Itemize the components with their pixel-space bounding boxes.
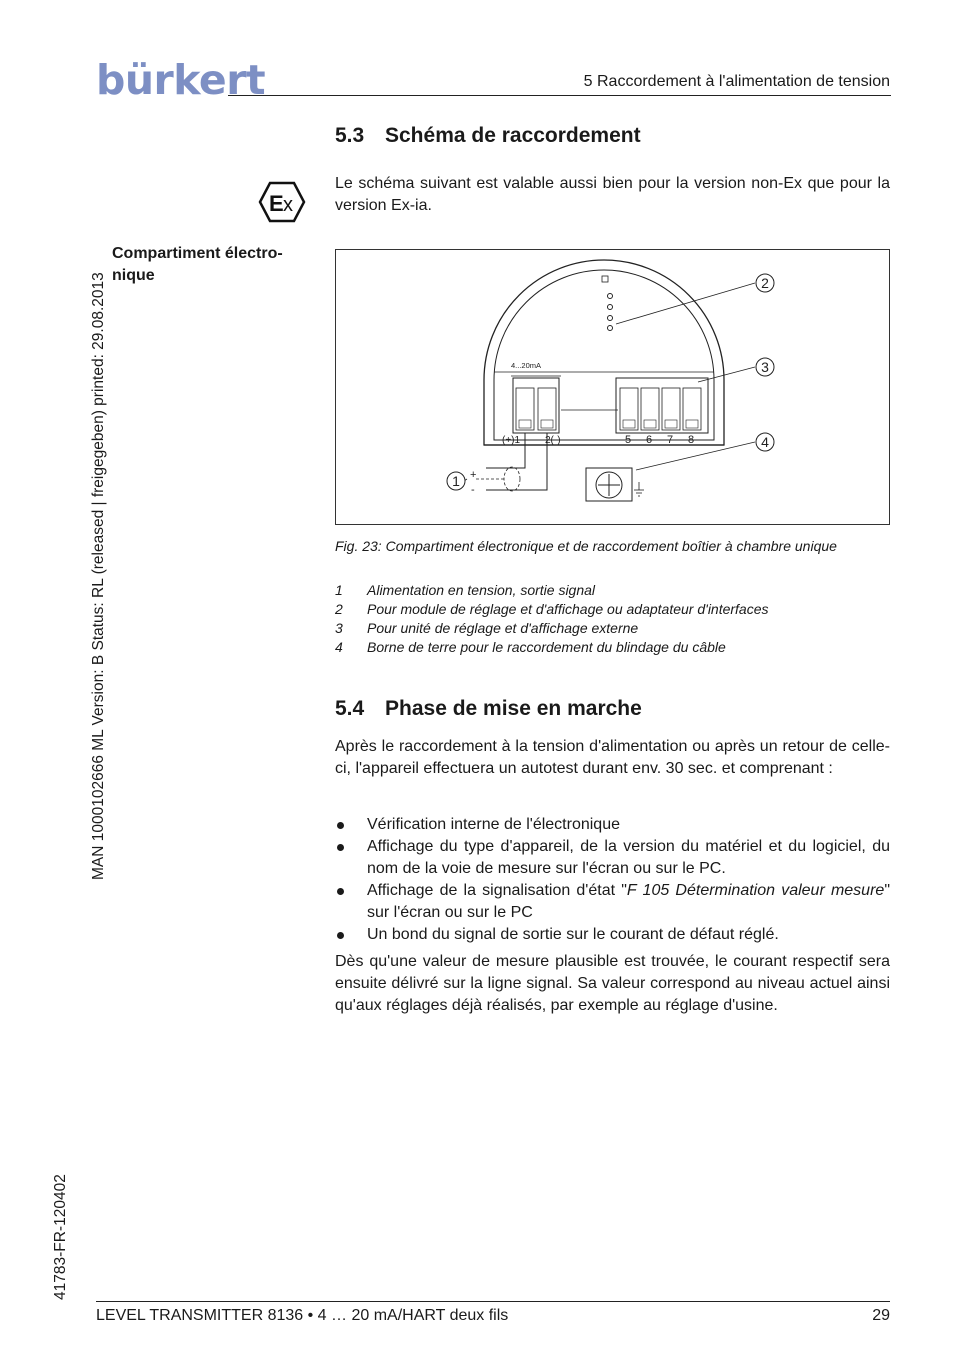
minus-sign: -: [471, 484, 475, 496]
wiring-diagram-frame: [335, 249, 890, 525]
interface-connector: [608, 294, 613, 331]
legend-item: 1 Alimentation en tension, sortie signal: [335, 582, 596, 598]
running-header: 5 Raccordement à l'alimentation de tension: [583, 73, 890, 90]
list-item: Affichage de la signalisation d'état "F 105 Détermination valeur mesure" sur l'écran ou sur le PC: [335, 880, 890, 924]
terminal-label-5: 5: [625, 434, 632, 446]
section-title: Schéma de raccordement: [385, 124, 641, 147]
page-number: 29: [872, 1307, 890, 1324]
bullet-list: [335, 814, 890, 946]
section-5-4-outro: Dès qu'une valeur de mesure plausible est trouvée, le courant respectif sera ensuite délivré sur la ligne signal. Sa valeur correspond au niveau actuel ainsi qu'aux réglages déjà réalisés, par exemple au réglage d'usine.: [335, 953, 890, 1014]
doc-code-vertical: 41783-FR-120402: [52, 1174, 69, 1300]
callout-2: [756, 274, 774, 292]
section-number: 5.4: [335, 697, 365, 720]
burkert-logo: bürkert: [96, 56, 266, 104]
footer-rule: [96, 1301, 890, 1302]
terminal-label-neg: 2(-): [545, 435, 561, 446]
list-item: Affichage du type d'appareil, de la version du matériel et du logiciel, du nom de la voie de mesure sur l'écran ou sur le PC.: [335, 836, 890, 880]
terminal-block-left: [513, 378, 559, 433]
footer-title: LEVEL TRANSMITTER 8136 • 4 … 20 mA/HART deux fils: [96, 1307, 509, 1324]
list-item: Un bond du signal de sortie sur le courant de défaut réglé.: [335, 924, 890, 946]
callout-4: [756, 433, 774, 451]
svg-text:3: 3: [761, 359, 769, 375]
svg-text:E: E: [269, 191, 284, 216]
doc-status-vertical: MAN 1000102666 ML Version: B Status: RL (released | freigegeben) printed: 29.08.2013: [90, 272, 107, 880]
legend-item: 2 Pour module de réglage et d'affichage ou adaptateur d'interfaces: [335, 601, 769, 617]
plus-sign: +: [470, 469, 477, 481]
section-title: Phase de mise en marche: [385, 697, 642, 720]
figure-legend: [335, 581, 890, 657]
section-5-3-heading: [335, 124, 641, 148]
terminal-block-right: [616, 378, 708, 433]
terminal-label-7: 7: [667, 434, 674, 446]
legend-item: 3 Pour unité de réglage et d'affichage externe: [335, 620, 639, 636]
terminal-label-6: 6: [646, 434, 653, 446]
list-item: Vérification interne de l'électronique: [335, 814, 890, 836]
svg-text:1: 1: [452, 473, 460, 489]
callout-3: [756, 358, 774, 376]
section-5-3-intro: Le schéma suivant est valable aussi bien pour la version non-Ex que pour la version Ex-ia.: [335, 175, 890, 214]
section-number: 5.3: [335, 124, 365, 147]
terminal-label-pos: (+)1: [502, 435, 521, 446]
svg-text:x: x: [283, 194, 293, 216]
callout-1: [447, 472, 465, 490]
current-label: 4...20mA: [511, 361, 542, 370]
section-5-4-heading: [335, 697, 642, 721]
ground-terminal: [586, 468, 644, 501]
figure-caption: Fig. 23: Compartiment électronique et de raccordement boîtier à chambre unique: [335, 538, 837, 554]
wiring-diagram: [336, 250, 889, 524]
legend-item: 4 Borne de terre pour le raccordement du blindage du câble: [335, 639, 726, 655]
side-note: Compartiment électro-nique: [112, 245, 283, 284]
section-5-4-intro: Après le raccordement à la tension d'alimentation ou après un retour de celle-ci, l'appareil effectuera un autotest durant env. 30 sec. et comprenant :: [335, 738, 890, 777]
svg-text:4: 4: [761, 434, 769, 450]
ex-hexagon-icon: [258, 181, 306, 223]
header-rule: [228, 95, 891, 96]
terminal-label-8: 8: [688, 434, 695, 446]
svg-text:2: 2: [761, 275, 769, 291]
